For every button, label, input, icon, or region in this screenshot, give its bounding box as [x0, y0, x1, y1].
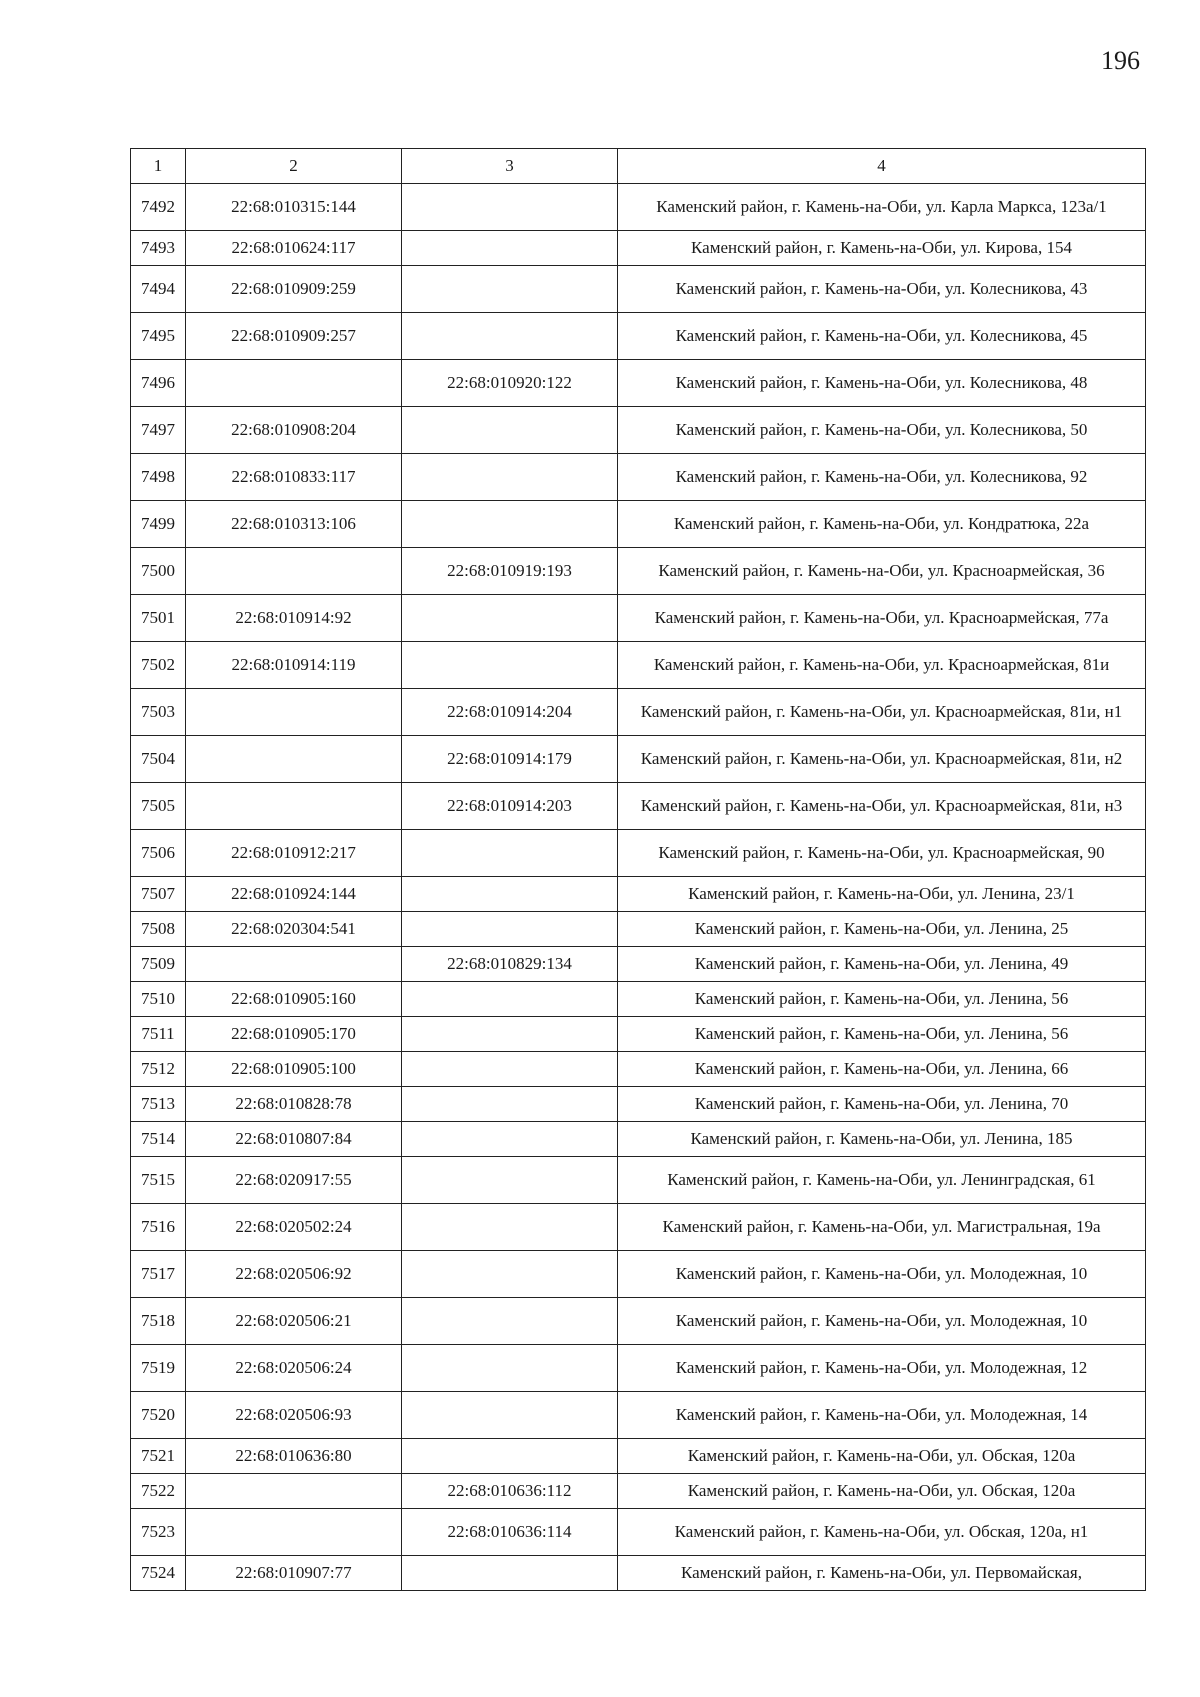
table-row [131, 1017, 1146, 1052]
cadastral-number-alt-cell: 22:68:010920:122 [402, 360, 618, 407]
address-cell: Каменский район, г. Камень-на-Оби, ул. Обская, 120а [618, 1474, 1146, 1509]
address-cell: Каменский район, г. Камень-на-Оби, ул. Колесникова, 43 [618, 266, 1146, 313]
cadastral-number-cell: 22:68:010907:77 [186, 1556, 402, 1591]
cadastral-number-cell: 22:68:020304:541 [186, 912, 402, 947]
cadastral-number-alt-cell [402, 266, 618, 313]
cadastral-number-alt-cell: 22:68:010914:204 [402, 689, 618, 736]
address-cell: Каменский район, г. Камень-на-Оби, ул. Ленина, 56 [618, 1017, 1146, 1052]
address-cell: Каменский район, г. Камень-на-Оби, ул. Ленинградская, 61 [618, 1157, 1146, 1204]
row-number-cell: 7495 [131, 313, 186, 360]
cadastral-number-cell: 22:68:010828:78 [186, 1087, 402, 1122]
row-number-cell: 7517 [131, 1251, 186, 1298]
address-cell: Каменский район, г. Камень-на-Оби, ул. Красноармейская, 77а [618, 595, 1146, 642]
address-cell: Каменский район, г. Камень-на-Оби, ул. Магистральная, 19а [618, 1204, 1146, 1251]
cadastral-number-alt-cell [402, 501, 618, 548]
row-number-cell: 7521 [131, 1439, 186, 1474]
address-cell: Каменский район, г. Камень-на-Оби, ул. Красноармейская, 81и, н3 [618, 783, 1146, 830]
cadastral-number-cell: 22:68:020917:55 [186, 1157, 402, 1204]
cadastral-number-cell [186, 783, 402, 830]
row-number-cell: 7493 [131, 231, 186, 266]
cadastral-number-alt-cell [402, 1087, 618, 1122]
cadastral-number-alt-cell [402, 454, 618, 501]
table-row [131, 1439, 1146, 1474]
address-cell: Каменский район, г. Камень-на-Оби, ул. Красноармейская, 81и [618, 642, 1146, 689]
cadastral-number-alt-cell [402, 595, 618, 642]
cadastral-number-alt-cell [402, 1345, 618, 1392]
cadastral-number-cell: 22:68:010924:144 [186, 877, 402, 912]
row-number-cell: 7502 [131, 642, 186, 689]
cadastral-number-alt-cell [402, 877, 618, 912]
row-number-cell: 7506 [131, 830, 186, 877]
row-number-cell: 7523 [131, 1509, 186, 1556]
table-row [131, 1474, 1146, 1509]
row-number-cell: 7518 [131, 1298, 186, 1345]
row-number-cell: 7510 [131, 982, 186, 1017]
cadastral-number-alt-cell [402, 407, 618, 454]
row-number-cell: 7494 [131, 266, 186, 313]
cadastral-number-cell: 22:68:020506:21 [186, 1298, 402, 1345]
table-row [131, 1509, 1146, 1556]
table-row [131, 407, 1146, 454]
address-cell: Каменский район, г. Камень-на-Оби, ул. Ленина, 70 [618, 1087, 1146, 1122]
cadastral-number-cell: 22:68:020506:93 [186, 1392, 402, 1439]
address-cell: Каменский район, г. Камень-на-Оби, ул. Колесникова, 92 [618, 454, 1146, 501]
table-row [131, 1392, 1146, 1439]
table-row [131, 1345, 1146, 1392]
address-cell: Каменский район, г. Камень-на-Оби, ул. Красноармейская, 36 [618, 548, 1146, 595]
table-row [131, 501, 1146, 548]
table-row [131, 454, 1146, 501]
cadastral-number-alt-cell [402, 313, 618, 360]
column-header: 3 [402, 149, 618, 184]
column-header: 4 [618, 149, 1146, 184]
table-row [131, 1122, 1146, 1157]
address-cell: Каменский район, г. Камень-на-Оби, ул. Ленина, 49 [618, 947, 1146, 982]
row-number-cell: 7498 [131, 454, 186, 501]
page-number: 196 [1101, 46, 1140, 75]
address-cell: Каменский район, г. Камень-на-Оби, ул. Обская, 120а [618, 1439, 1146, 1474]
row-number-cell: 7496 [131, 360, 186, 407]
cadastral-number-alt-cell [402, 1298, 618, 1345]
address-cell: Каменский район, г. Камень-на-Оби, ул. Колесникова, 45 [618, 313, 1146, 360]
row-number-cell: 7512 [131, 1052, 186, 1087]
cadastral-number-alt-cell: 22:68:010829:134 [402, 947, 618, 982]
cadastral-number-cell: 22:68:010905:100 [186, 1052, 402, 1087]
address-cell: Каменский район, г. Камень-на-Оби, ул. Красноармейская, 90 [618, 830, 1146, 877]
table-row [131, 313, 1146, 360]
row-number-cell: 7522 [131, 1474, 186, 1509]
table-row [131, 1052, 1146, 1087]
row-number-cell: 7524 [131, 1556, 186, 1591]
address-cell: Каменский район, г. Камень-на-Оби, ул. Обская, 120а, н1 [618, 1509, 1146, 1556]
row-number-cell: 7503 [131, 689, 186, 736]
address-cell: Каменский район, г. Камень-на-Оби, ул. Кирова, 154 [618, 231, 1146, 266]
table-row [131, 1204, 1146, 1251]
cadastral-number-cell: 22:68:010909:259 [186, 266, 402, 313]
address-cell: Каменский район, г. Камень-на-Оби, ул. Колесникова, 48 [618, 360, 1146, 407]
cadastral-number-alt-cell [402, 184, 618, 231]
address-cell: Каменский район, г. Камень-на-Оби, ул. Ленина, 23/1 [618, 877, 1146, 912]
address-cell: Каменский район, г. Камень-на-Оби, ул. Молодежная, 10 [618, 1251, 1146, 1298]
address-cell: Каменский район, г. Камень-на-Оби, ул. Карла Маркса, 123а/1 [618, 184, 1146, 231]
cadastral-number-cell [186, 548, 402, 595]
cadastral-number-cell: 22:68:010624:117 [186, 231, 402, 266]
row-number-cell: 7501 [131, 595, 186, 642]
cadastral-number-alt-cell [402, 1204, 618, 1251]
cadastral-number-cell: 22:68:010807:84 [186, 1122, 402, 1157]
address-cell: Каменский район, г. Камень-на-Оби, ул. Первомайская, [618, 1556, 1146, 1591]
cadastral-number-alt-cell [402, 642, 618, 689]
row-number-cell: 7515 [131, 1157, 186, 1204]
address-cell: Каменский район, г. Камень-на-Оби, ул. Молодежная, 10 [618, 1298, 1146, 1345]
table-row [131, 1251, 1146, 1298]
cadastral-number-cell: 22:68:010905:170 [186, 1017, 402, 1052]
cadastral-number-cell: 22:68:020502:24 [186, 1204, 402, 1251]
table-row [131, 595, 1146, 642]
cadastral-number-alt-cell [402, 1392, 618, 1439]
cadastral-number-alt-cell [402, 1157, 618, 1204]
cadastral-number-cell: 22:68:010914:119 [186, 642, 402, 689]
address-cell: Каменский район, г. Камень-на-Оби, ул. Колесникова, 50 [618, 407, 1146, 454]
cadastral-number-alt-cell [402, 1052, 618, 1087]
cadastral-number-cell [186, 1509, 402, 1556]
address-cell: Каменский район, г. Камень-на-Оби, ул. Ленина, 66 [618, 1052, 1146, 1087]
address-cell: Каменский район, г. Камень-на-Оби, ул. Молодежная, 12 [618, 1345, 1146, 1392]
cadastral-number-cell [186, 736, 402, 783]
address-cell: Каменский район, г. Камень-на-Оби, ул. Красноармейская, 81и, н2 [618, 736, 1146, 783]
address-cell: Каменский район, г. Камень-на-Оби, ул. Ленина, 25 [618, 912, 1146, 947]
table-row [131, 783, 1146, 830]
column-header: 2 [186, 149, 402, 184]
cadastral-number-cell: 22:68:020506:24 [186, 1345, 402, 1392]
table-row [131, 1298, 1146, 1345]
table-row [131, 947, 1146, 982]
cadastral-number-alt-cell [402, 912, 618, 947]
cadastral-number-cell: 22:68:010908:204 [186, 407, 402, 454]
address-cell: Каменский район, г. Камень-на-Оби, ул. Ленина, 56 [618, 982, 1146, 1017]
row-number-cell: 7499 [131, 501, 186, 548]
table-row [131, 1157, 1146, 1204]
cadastral-number-alt-cell [402, 1556, 618, 1591]
table-row [131, 1087, 1146, 1122]
table-row [131, 830, 1146, 877]
address-cell: Каменский район, г. Камень-на-Оби, ул. Кондратюка, 22а [618, 501, 1146, 548]
table-row [131, 642, 1146, 689]
cadastral-number-alt-cell [402, 1439, 618, 1474]
row-number-cell: 7519 [131, 1345, 186, 1392]
address-cell: Каменский район, г. Камень-на-Оби, ул. Красноармейская, 81и, н1 [618, 689, 1146, 736]
cadastral-number-alt-cell [402, 830, 618, 877]
cadastral-number-cell: 22:68:010912:217 [186, 830, 402, 877]
address-cell: Каменский район, г. Камень-на-Оби, ул. Ленина, 185 [618, 1122, 1146, 1157]
table-row [131, 736, 1146, 783]
row-number-cell: 7508 [131, 912, 186, 947]
cadastral-number-cell [186, 1474, 402, 1509]
cadastral-number-cell: 22:68:010914:92 [186, 595, 402, 642]
cadastral-number-alt-cell: 22:68:010636:112 [402, 1474, 618, 1509]
table-row [131, 266, 1146, 313]
cadastral-number-alt-cell [402, 982, 618, 1017]
table-row [131, 184, 1146, 231]
table-row [131, 548, 1146, 595]
cadastral-number-alt-cell: 22:68:010636:114 [402, 1509, 618, 1556]
cadastral-number-cell [186, 689, 402, 736]
cadastral-number-alt-cell [402, 1251, 618, 1298]
cadastral-number-alt-cell [402, 1122, 618, 1157]
cadastral-number-cell: 22:68:010833:117 [186, 454, 402, 501]
cadastral-number-cell: 22:68:010636:80 [186, 1439, 402, 1474]
cadastral-number-cell [186, 947, 402, 982]
row-number-cell: 7520 [131, 1392, 186, 1439]
row-number-cell: 7509 [131, 947, 186, 982]
row-number-cell: 7492 [131, 184, 186, 231]
address-cell: Каменский район, г. Камень-на-Оби, ул. Молодежная, 14 [618, 1392, 1146, 1439]
column-header: 1 [131, 149, 186, 184]
cadastral-number-alt-cell [402, 231, 618, 266]
row-number-cell: 7511 [131, 1017, 186, 1052]
registry-table [130, 148, 1146, 1591]
cadastral-number-alt-cell: 22:68:010914:179 [402, 736, 618, 783]
header-row [131, 149, 1146, 184]
table-row [131, 982, 1146, 1017]
row-number-cell: 7500 [131, 548, 186, 595]
cadastral-number-alt-cell [402, 1017, 618, 1052]
table-row [131, 912, 1146, 947]
row-number-cell: 7507 [131, 877, 186, 912]
table-row [131, 689, 1146, 736]
cadastral-number-cell: 22:68:010909:257 [186, 313, 402, 360]
row-number-cell: 7505 [131, 783, 186, 830]
cadastral-number-cell: 22:68:010313:106 [186, 501, 402, 548]
cadastral-number-cell: 22:68:010905:160 [186, 982, 402, 1017]
table-row [131, 360, 1146, 407]
cadastral-number-alt-cell: 22:68:010914:203 [402, 783, 618, 830]
row-number-cell: 7514 [131, 1122, 186, 1157]
row-number-cell: 7497 [131, 407, 186, 454]
table-row [131, 231, 1146, 266]
table-row [131, 1556, 1146, 1591]
row-number-cell: 7516 [131, 1204, 186, 1251]
row-number-cell: 7513 [131, 1087, 186, 1122]
table-row [131, 877, 1146, 912]
cadastral-number-cell: 22:68:010315:144 [186, 184, 402, 231]
cadastral-number-alt-cell: 22:68:010919:193 [402, 548, 618, 595]
cadastral-number-cell [186, 360, 402, 407]
row-number-cell: 7504 [131, 736, 186, 783]
cadastral-number-cell: 22:68:020506:92 [186, 1251, 402, 1298]
